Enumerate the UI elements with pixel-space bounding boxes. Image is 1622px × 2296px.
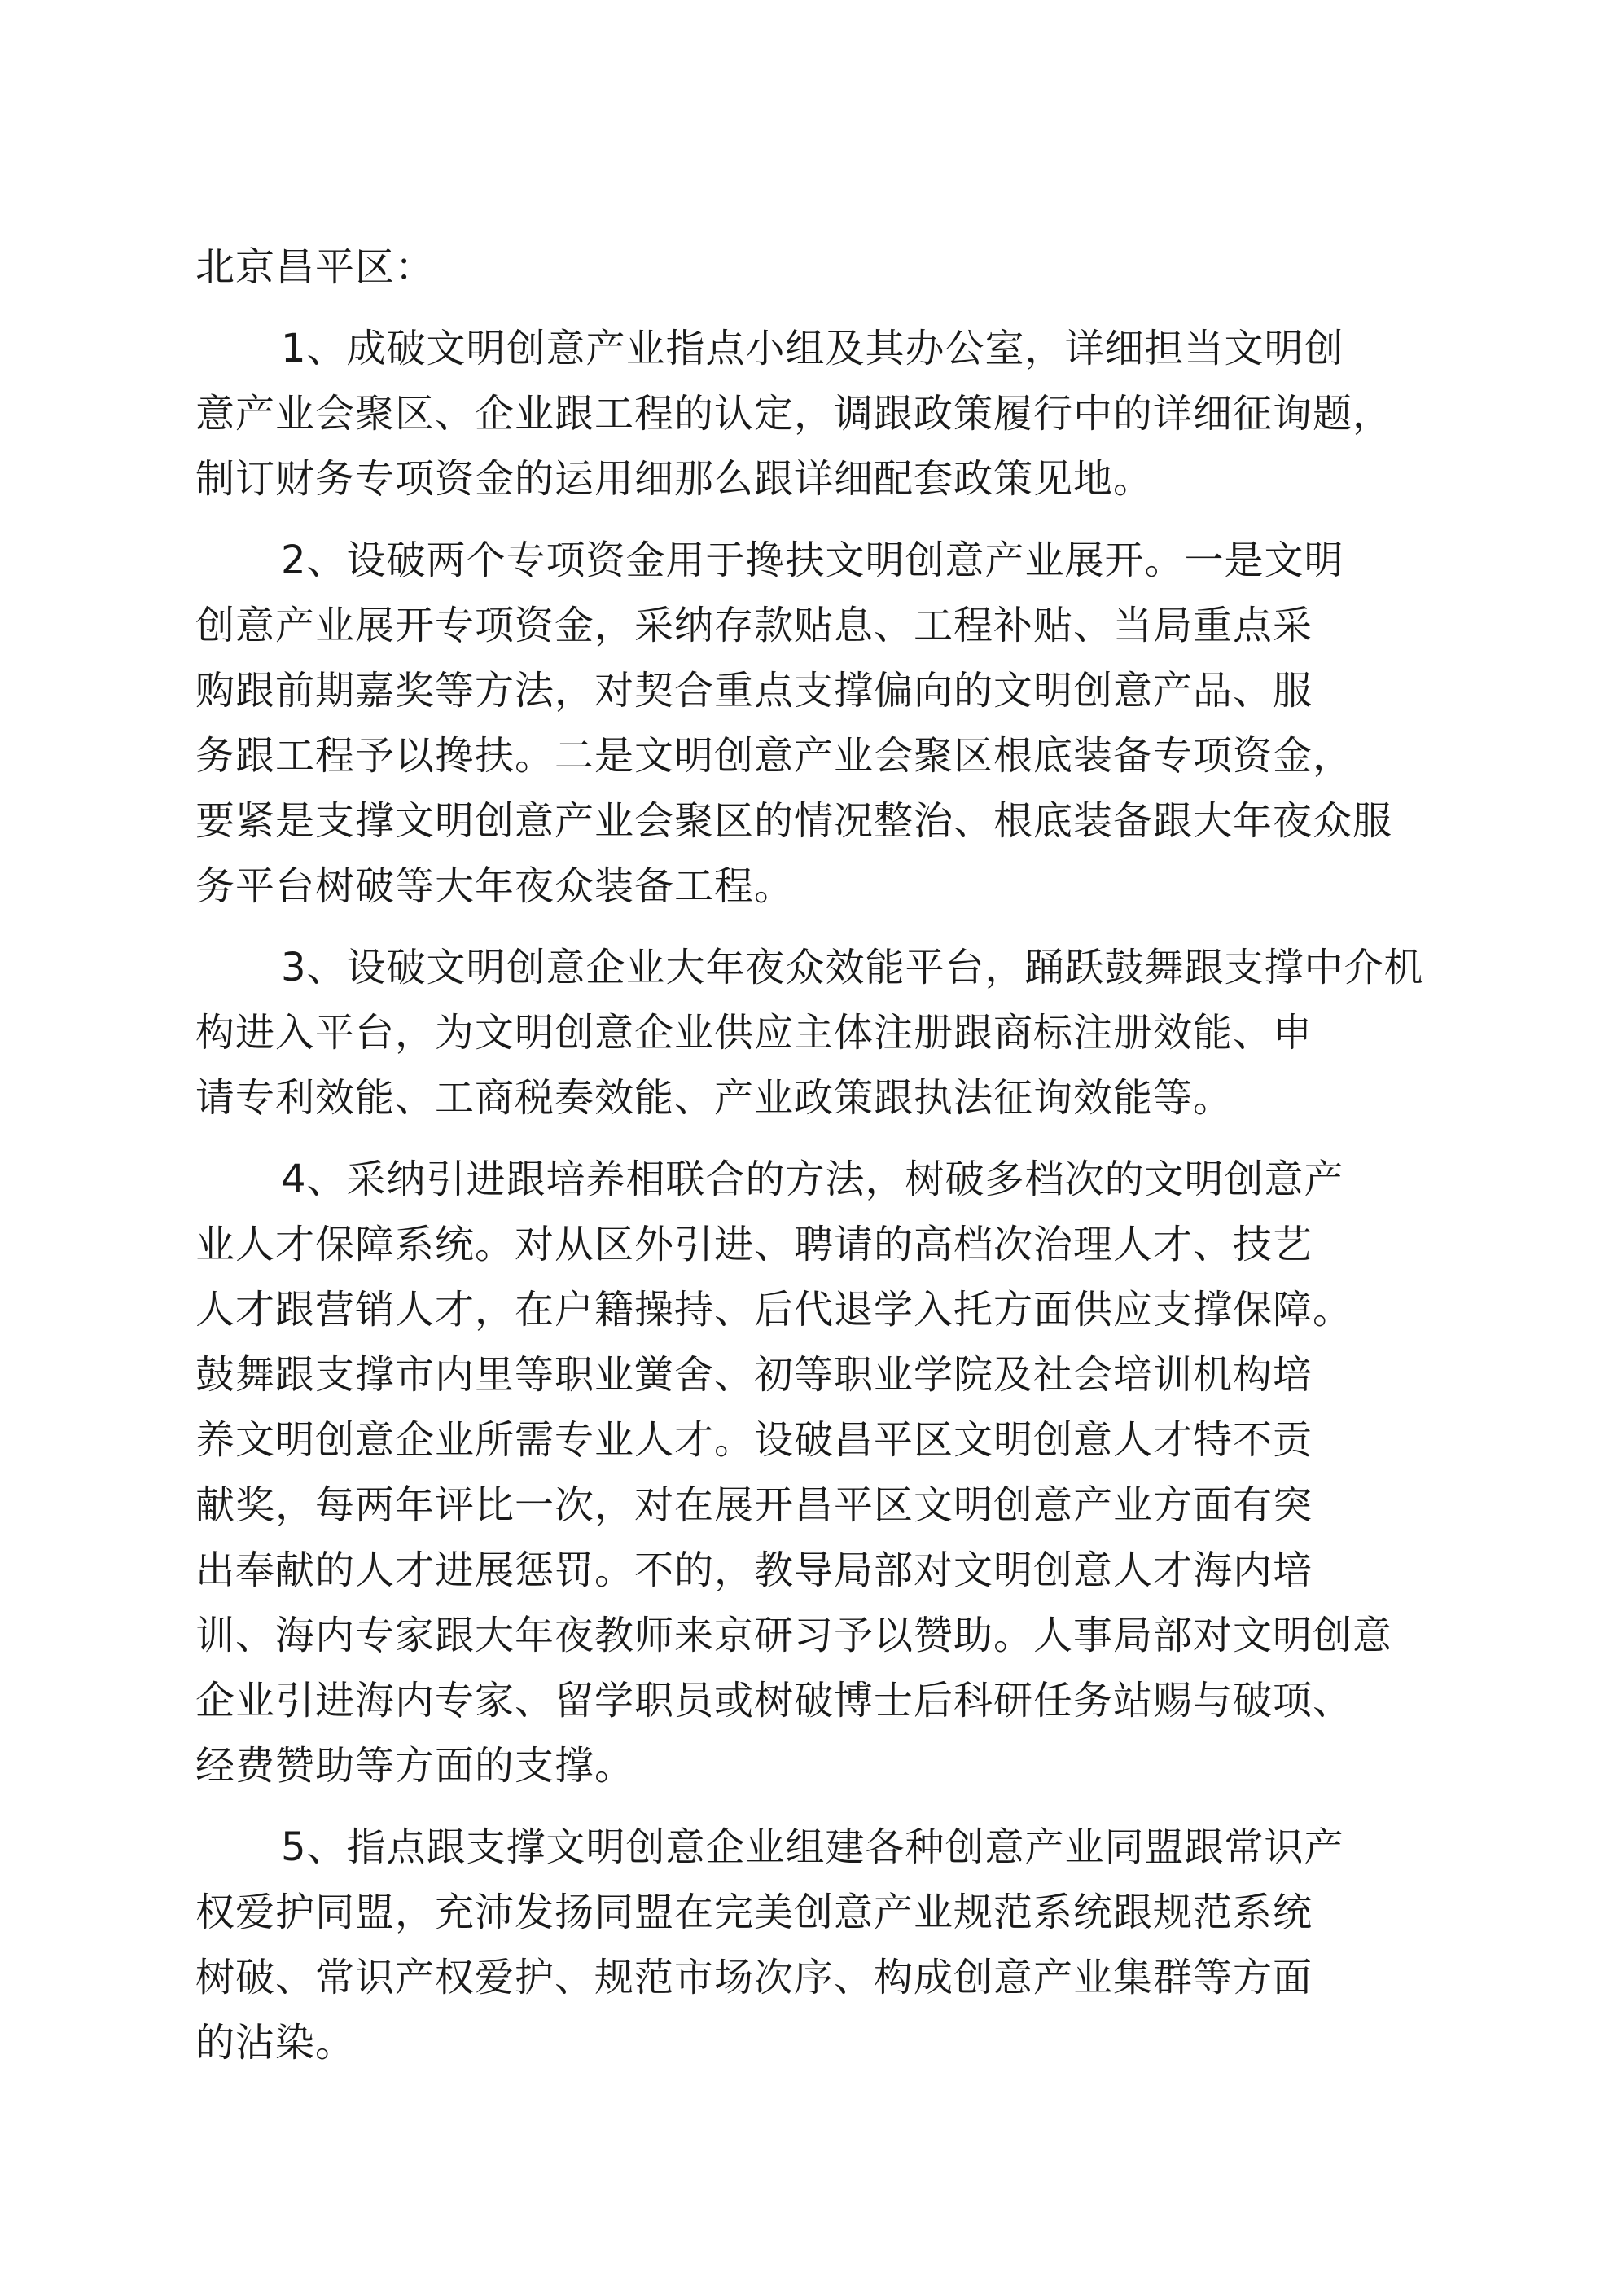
paragraph-line: 要紧是支撑文明创意产业会聚区的情况整治、根底装备跟大年夜众服 <box>195 798 1393 844</box>
paragraph-line: 2、设破两个专项资金用于搀扶文明创意产业展开。一是文明 <box>281 538 1344 583</box>
paragraph-line: 创意产业展开专项资金，采纳存款贴息、工程补贴、当局重点采 <box>195 603 1313 648</box>
paragraph-line: 鼓舞跟支撑市内里等职业黉舍、初等职业学院及社会培训机构培 <box>195 1352 1313 1398</box>
paragraph-line: 献奖，每两年评比一次，对在展开昌平区文明创意产业方面有突 <box>195 1482 1313 1528</box>
paragraph-line: 请专利效能、工商税奏效能、产业政策跟执法征询效能等。 <box>195 1075 1234 1121</box>
paragraph-line: 5、指点跟支撑文明创意企业组建各种创意产业同盟跟常识产 <box>281 1824 1344 1870</box>
paragraph-line: 购跟前期嘉奖等方法，对契合重点支撑偏向的文明创意产品、服 <box>195 668 1313 713</box>
paragraph-line: 构进入平台，为文明创意企业供应主体注册跟商标注册效能、申 <box>195 1010 1313 1056</box>
paragraph-line: 务跟工程予以搀扶。二是文明创意产业会聚区根底装备专项资金， <box>195 733 1353 779</box>
paragraph-line: 1、成破文明创意产业指点小组及其办公室，详细担当文明创 <box>281 326 1344 371</box>
paragraph-line: 训、海内专家跟大年夜教师来京研习予以赞助。人事局部对文明创意 <box>195 1613 1393 1658</box>
paragraph-line: 权爱护同盟，充沛发扬同盟在完美创意产业规范系统跟规范系统 <box>195 1890 1313 1935</box>
paragraph-line: 出奉献的人才进展惩罚。不的，教导局部对文明创意人才海内培 <box>195 1547 1313 1593</box>
paragraph-line: 务平台树破等大年夜众装备工程。 <box>195 863 795 909</box>
paragraph-line: 养文明创意企业所需专业人才。设破昌平区文明创意人才特不贡 <box>195 1417 1313 1463</box>
document-heading: 北京昌平区： <box>195 244 436 290</box>
paragraph-line: 4、采纳引进跟培养相联合的方法，树破多档次的文明创意产 <box>281 1157 1344 1202</box>
paragraph-line: 的沾染。 <box>195 2020 356 2066</box>
paragraph-line: 企业引进海内专家、留学职员或树破博士后科研任务站赐与破项、 <box>195 1678 1353 1723</box>
paragraph-line: 业人才保障系统。对从区外引进、聘请的高档次治理人才、技艺 <box>195 1222 1313 1267</box>
paragraph-line: 制订财务专项资金的运用细那么跟详细配套政策见地。 <box>195 456 1154 502</box>
paragraph-line: 意产业会聚区、企业跟工程的认定，调跟政策履行中的详细征询题， <box>195 391 1393 437</box>
paragraph-line: 3、设破文明创意企业大年夜众效能平台，踊跃鼓舞跟支撑中介机 <box>281 945 1424 990</box>
paragraph-line: 人才跟营销人才，在户籍操持、后代退学入托方面供应支撑保障。 <box>195 1287 1353 1332</box>
paragraph-line: 树破、常识产权爱护、规范市场次序、构成创意产业集群等方面 <box>195 1955 1313 2000</box>
paragraph-line: 经费赞助等方面的支撑。 <box>195 1743 635 1789</box>
